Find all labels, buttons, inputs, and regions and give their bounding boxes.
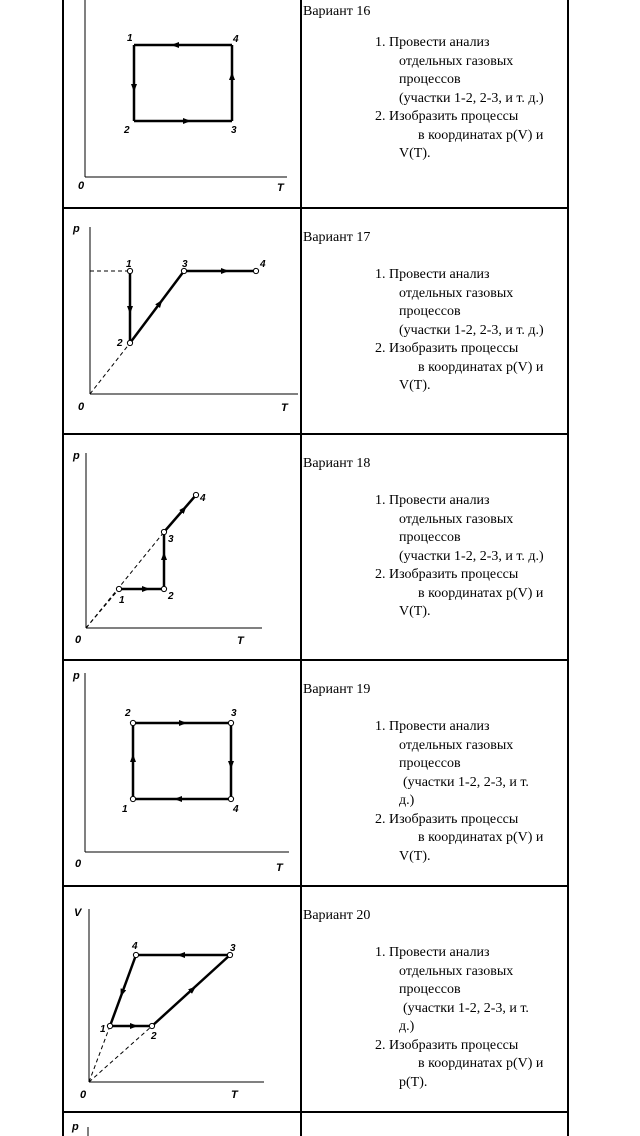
origin-label: 0 [80, 1089, 87, 1101]
y-axis-label: p [73, 223, 80, 235]
task-line: p(T). [399, 1074, 428, 1090]
y-axis-label: V [74, 907, 82, 919]
task-line: в координатах p(V) и [418, 830, 544, 845]
dashed-guide [89, 1026, 152, 1082]
variant-title: Вариант 18 [303, 456, 371, 471]
task-line: 2. Изобразить процессы [375, 109, 519, 124]
x-axis-label: T [276, 862, 283, 874]
task-line: в координатах p(V) и [418, 359, 544, 375]
task-line: 2. Изобразить процессы [375, 341, 519, 356]
task-line: (участки 1-2, 2-3, и т. д.) [399, 322, 544, 338]
task-line: отдельных газовых [399, 737, 514, 753]
task-line: V(T). [399, 848, 431, 864]
point-label: 1 [100, 1024, 106, 1035]
point-label: 1 [122, 804, 128, 815]
task-line: (участки 1-2, 2-3, и т. [403, 774, 529, 790]
point-label: 3 [231, 125, 237, 136]
task-line: 2. Изобразить процессы [375, 567, 519, 582]
point-label: 2 [168, 591, 174, 602]
task-line: в координатах p(V) и [418, 585, 544, 601]
task-line: (участки 1-2, 2-3, и т. д.) [399, 548, 544, 564]
y-axis-label: p [72, 1121, 79, 1133]
origin-label: 0 [78, 180, 85, 192]
dashed-guide [86, 589, 119, 628]
task-line: V(T). [399, 146, 431, 161]
task-line: в координатах p(V) и [418, 127, 544, 143]
diagram-partial-next [62, 1111, 300, 1136]
task-line: 1. Провести анализ [375, 35, 490, 50]
task-line: V(T). [399, 378, 431, 393]
variant-title: Вариант 16 [303, 4, 371, 19]
table-middle-border [300, 0, 302, 1136]
point-label: 4 [233, 34, 239, 45]
task-line: в координатах p(V) и [418, 1056, 544, 1071]
variant-title: Вариант 17 [303, 230, 371, 245]
y-axis-label: p [73, 670, 80, 682]
task-line: 2. Изобразить процессы [375, 811, 519, 827]
task-line: отдельных газовых [399, 285, 514, 301]
origin-label: 0 [78, 401, 85, 413]
x-axis-label: T [281, 402, 288, 414]
table-right-border [567, 0, 569, 1136]
diagram-variant-19 [62, 659, 300, 885]
point-label: 4 [260, 259, 266, 270]
task-line: 2. Изобразить процессы [375, 1037, 519, 1053]
point-label: 1 [127, 33, 133, 44]
x-axis-label: T [237, 635, 244, 647]
y-axis-label: p [73, 450, 80, 462]
diagram-variant-17 [62, 207, 300, 433]
point-label: 3 [168, 534, 174, 545]
task-line: процессов [399, 72, 461, 87]
task-line: д.) [399, 1019, 415, 1034]
task-line: (участки 1-2, 2-3, и т. [403, 1000, 529, 1016]
task-line: отдельных газовых [399, 963, 514, 979]
dashed-guide [86, 532, 164, 628]
task-line: 1. Провести анализ [375, 945, 490, 960]
task-line: процессов [399, 982, 461, 997]
variant-title: Вариант 20 [303, 908, 371, 923]
point-label: 3 [230, 943, 236, 954]
point-label: 2 [125, 708, 131, 719]
diagram-variant-16 [62, 0, 300, 207]
point-label: 3 [182, 259, 188, 270]
task-line: процессов [399, 304, 461, 319]
point-label: 3 [231, 708, 237, 719]
task-line: отдельных газовых [399, 53, 514, 69]
point-label: 1 [119, 595, 125, 606]
x-axis-label: T [231, 1089, 238, 1101]
point-label: 4 [132, 941, 138, 952]
dashed-guide [90, 343, 130, 394]
task-line: процессов [399, 756, 461, 771]
x-axis-label: T [277, 182, 284, 194]
point-label: 4 [200, 493, 206, 504]
point-label: 2 [124, 125, 130, 136]
task-line: (участки 1-2, 2-3, и т. д.) [399, 90, 544, 106]
diagram-variant-20 [62, 885, 300, 1111]
task-line: отдельных газовых [399, 511, 514, 527]
variant-title: Вариант 19 [303, 682, 371, 697]
point-label: 4 [233, 804, 239, 815]
point-label: 2 [151, 1031, 157, 1042]
point-label: 2 [117, 338, 123, 349]
task-line: процессов [399, 530, 461, 545]
task-line: 1. Провести анализ [375, 493, 490, 508]
task-line: 1. Провести анализ [375, 719, 490, 734]
origin-label: 0 [75, 858, 82, 870]
task-line: 1. Провести анализ [375, 267, 490, 282]
task-line: V(T). [399, 604, 431, 619]
point-label: 1 [126, 259, 132, 270]
task-line: д.) [399, 793, 415, 808]
origin-label: 0 [75, 634, 82, 646]
diagram-variant-18 [62, 433, 300, 659]
